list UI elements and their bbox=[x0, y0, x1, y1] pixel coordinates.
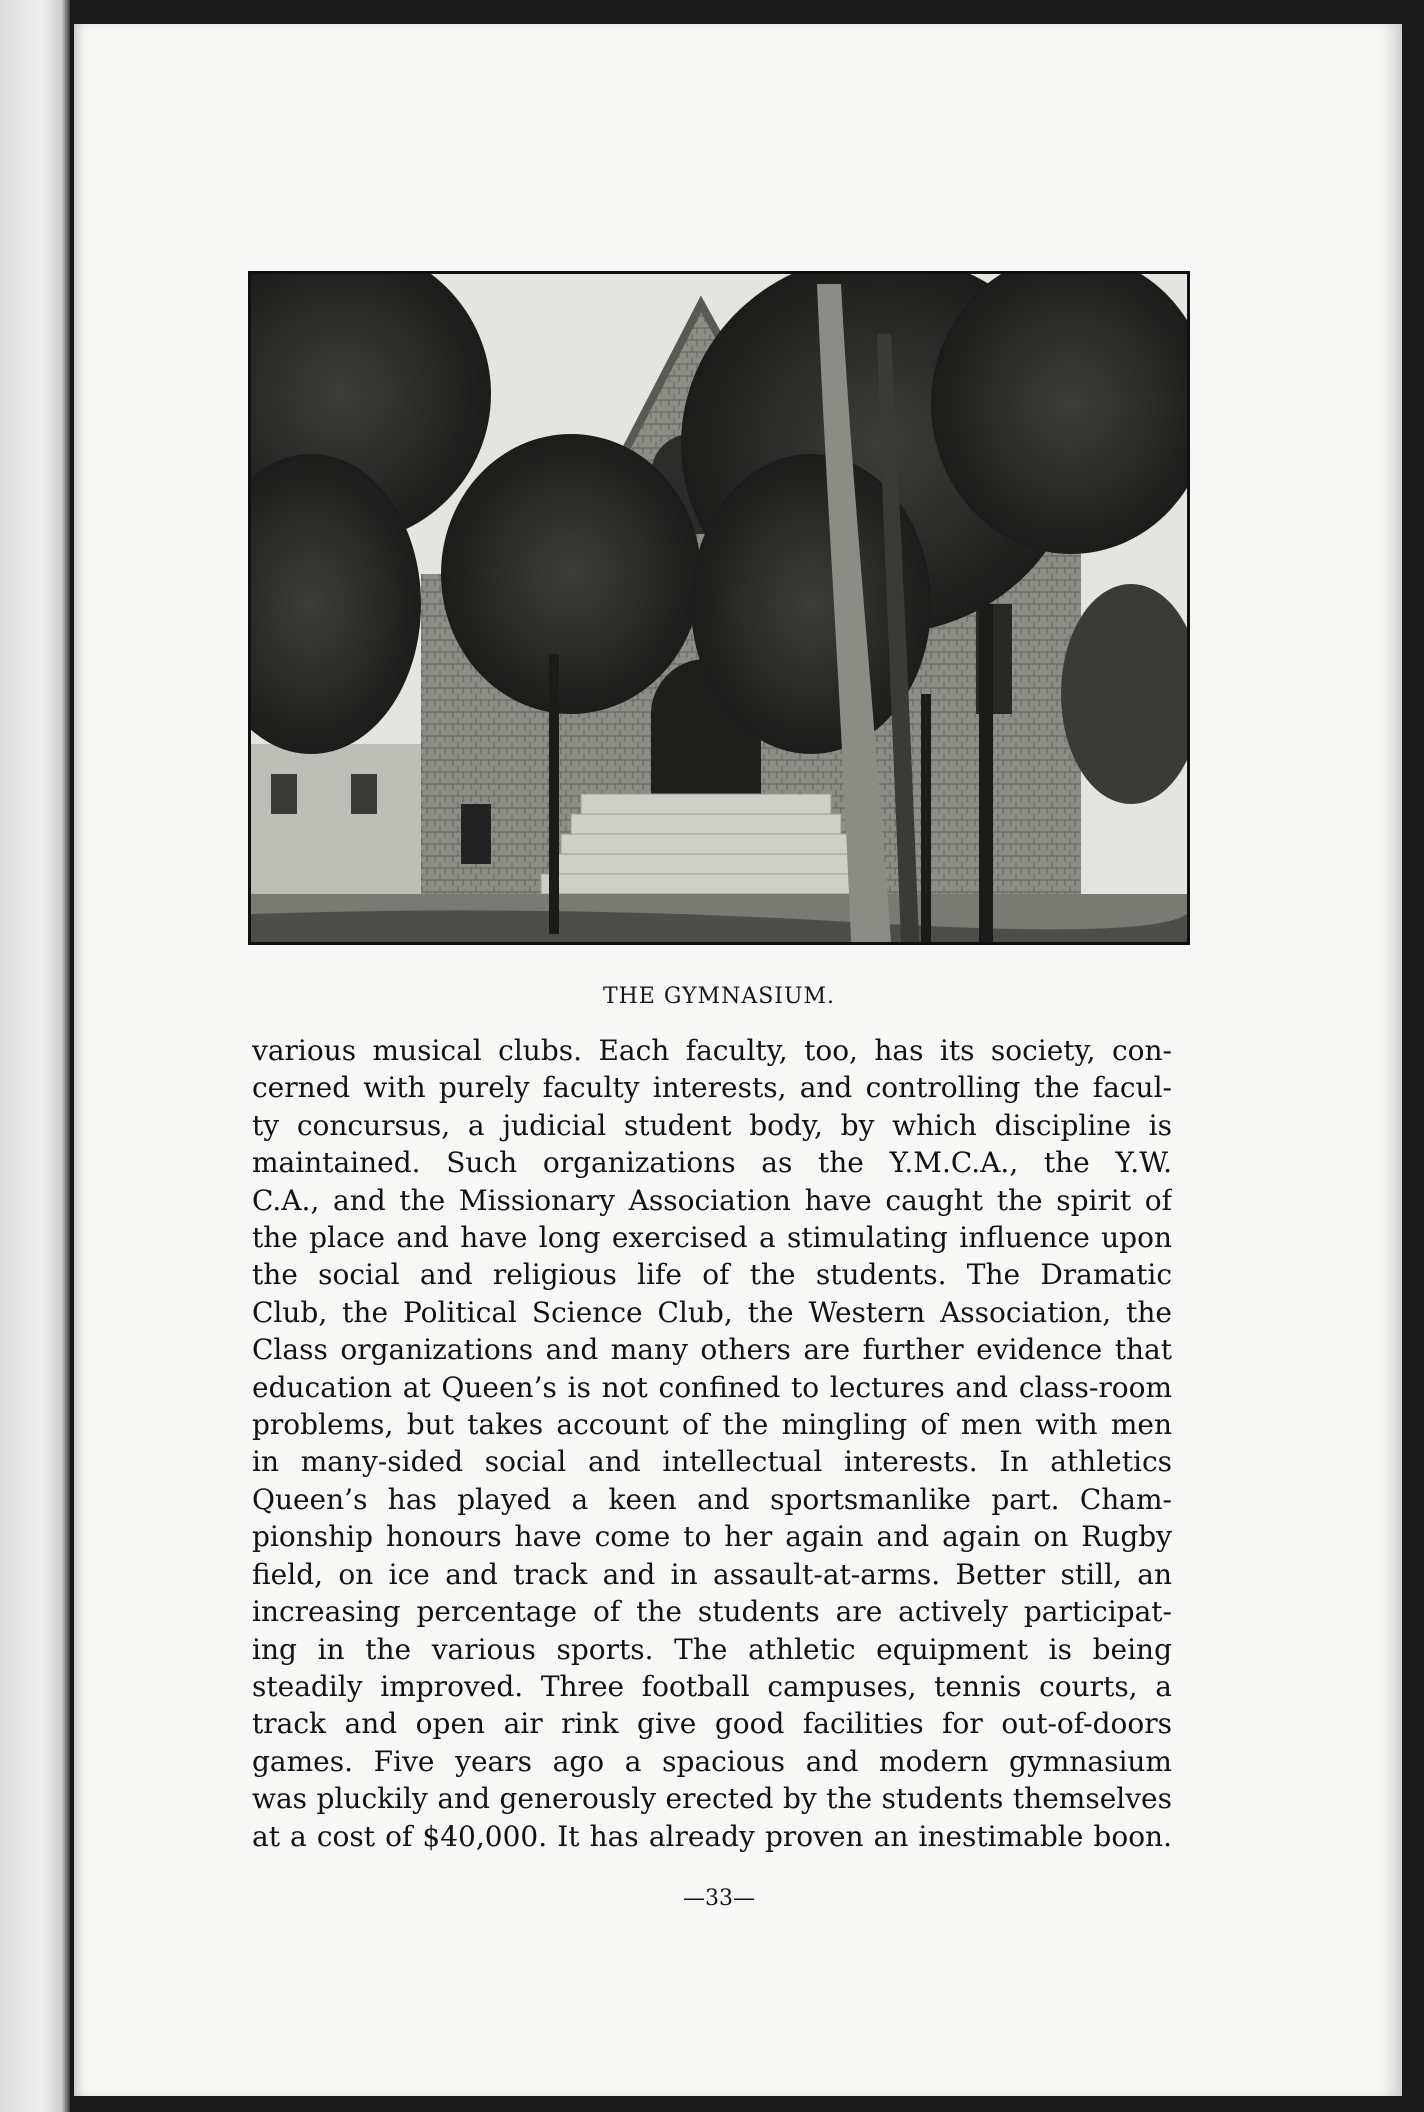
text-line: steadily improved. Three football campuses, tennis courts, a bbox=[252, 1669, 1172, 1703]
text-line: C.A., and the Missionary Association have caught the spirit of bbox=[252, 1183, 1172, 1217]
text-line: track and open air rink give good facilities for out-of-doors bbox=[252, 1707, 1172, 1741]
body-paragraph bbox=[252, 1032, 1172, 1855]
book-page bbox=[74, 24, 1402, 2096]
page-number: —33— bbox=[683, 1886, 755, 1911]
text-line: in many-sided social and intellectual interests. In athletics bbox=[252, 1445, 1172, 1479]
text-line: increasing percentage of the students are actively participat- bbox=[252, 1595, 1172, 1629]
text-line: field, on ice and track and in assault-at-arms. Better still, an bbox=[252, 1557, 1172, 1591]
text-line: pionship honours have come to her again and again on Rugby bbox=[252, 1520, 1172, 1554]
text-line: Queen’s has played a keen and sportsmanlike part. Cham- bbox=[252, 1482, 1172, 1516]
text-line: at a cost of $40,000. It has already proven an inestimable boon. bbox=[252, 1819, 1172, 1853]
text-line: education at Queen’s is not confined to lectures and class-room bbox=[252, 1370, 1172, 1404]
text-line: ty concursus, a judicial student body, by which discipline is bbox=[252, 1108, 1172, 1142]
text-line: cerned with purely faculty interests, and controlling the facul- bbox=[252, 1071, 1172, 1105]
facing-page-edge bbox=[0, 0, 70, 2112]
text-line: maintained. Such organizations as the Y.M.C.A., the Y.W. bbox=[252, 1146, 1172, 1180]
gymnasium-photo-illustration bbox=[251, 274, 1187, 942]
text-line: ing in the various sports. The athletic equipment is being bbox=[252, 1632, 1172, 1666]
text-line: was pluckily and generously erected by the students themselves bbox=[252, 1782, 1172, 1816]
text-line: the social and religious life of the students. The Dramatic bbox=[252, 1258, 1172, 1292]
text-line: the place and have long exercised a stimulating influence upon bbox=[252, 1221, 1172, 1255]
text-line: games. Five years ago a spacious and modern gymnasium bbox=[252, 1744, 1172, 1778]
text-line: problems, but takes account of the mingling of men with men bbox=[252, 1408, 1172, 1442]
text-line: Class organizations and many others are further evidence that bbox=[252, 1333, 1172, 1367]
photo-caption: THE GYMNASIUM. bbox=[602, 984, 836, 1009]
gymnasium-photograph bbox=[248, 271, 1190, 945]
text-line: Club, the Political Science Club, the Western Association, the bbox=[252, 1295, 1172, 1329]
text-line: various musical clubs. Each faculty, too, has its society, con- bbox=[252, 1034, 1172, 1067]
